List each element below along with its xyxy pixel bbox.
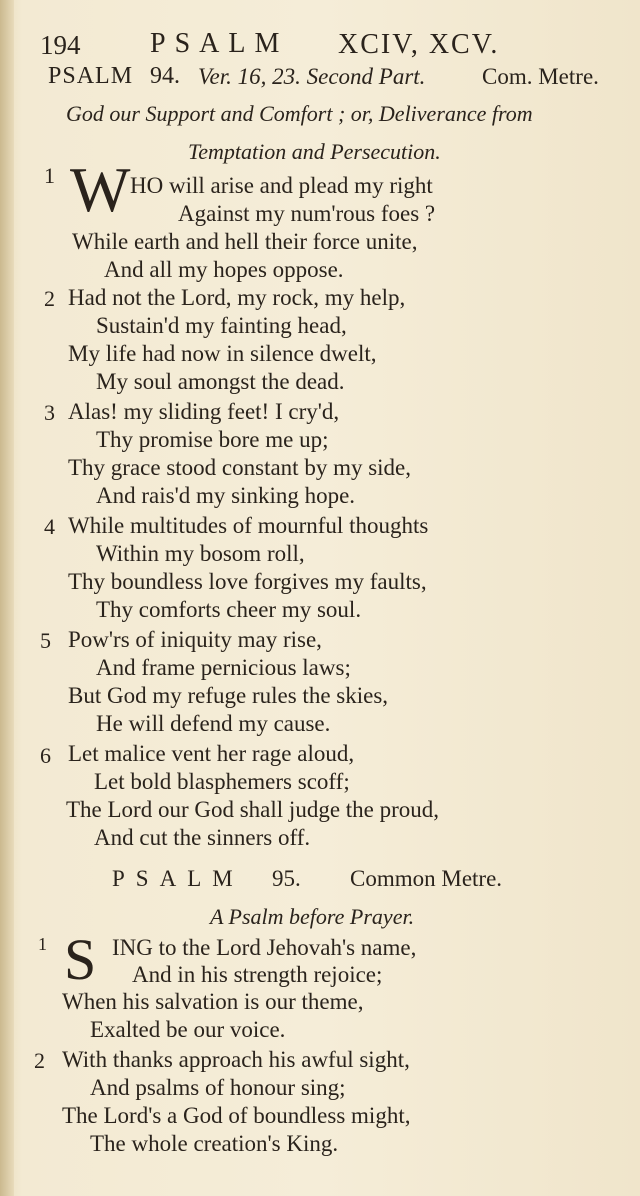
page-number: 194 [40, 30, 81, 60]
verse-line: HO will arise and plead my right [130, 173, 433, 198]
verse-line: And rais'd my sinking hope. [96, 483, 356, 508]
verse-line: Thy comforts cheer my soul. [96, 597, 362, 622]
running-psalm-numbers: XCIV, XCV. [338, 29, 500, 60]
stanza-number: 3 [44, 400, 55, 425]
verse-line: And frame pernicious laws; [96, 655, 351, 680]
verse-line: And all my hopes oppose. [104, 257, 344, 282]
stanza-number: 4 [44, 514, 55, 539]
psalm95-heading-metre: Common Metre. [350, 866, 503, 891]
verse-line: Against my num'rous foes ? [178, 201, 436, 226]
psalm94-heading-psalm: PSALM [48, 63, 134, 89]
drop-cap: W [70, 154, 131, 225]
psalm95-heading-psalm: PSALM [112, 866, 244, 891]
psalm94-heading-verses: Ver. 16, 23. Second Part. [198, 64, 426, 89]
verse-line: Thy grace stood constant by my side, [68, 455, 412, 480]
stanza-number: 2 [44, 286, 55, 311]
verse-line: Alas! my sliding feet! I cry'd, [68, 399, 340, 424]
page-gutter [0, 0, 14, 1196]
psalm94-subtitle-line1: God our Support and Comfort ; or, Deliverance from [66, 101, 533, 126]
verse-line: And psalms of honour sing; [90, 1075, 346, 1100]
verse-line: The whole creation's King. [90, 1131, 339, 1156]
verse-line: Sustain'd my fainting head, [96, 313, 347, 338]
verse-line: The Lord's a God of boundless might, [62, 1103, 411, 1128]
verse-line: And in his strength rejoice; [132, 962, 383, 987]
verse-line: My soul amongst the dead. [96, 369, 345, 394]
stanza-number: 1 [38, 934, 47, 954]
verse-line: Thy boundless love forgives my faults, [68, 569, 427, 594]
verse-line: But God my refuge rules the skies, [68, 683, 389, 708]
psalm95-subtitle: A Psalm before Prayer. [210, 904, 415, 929]
verse-line: With thanks approach his awful sight, [62, 1047, 410, 1072]
stanza-number: 6 [40, 743, 51, 768]
verse-line: Exalted be our voice. [90, 1017, 286, 1042]
verse-line: Had not the Lord, my rock, my help, [68, 285, 406, 310]
running-title: PSALM [150, 28, 289, 59]
verse-line: He will defend my cause. [96, 711, 331, 736]
verse-line: My life had now in silence dwelt, [68, 341, 377, 366]
verse-line: When his salvation is our theme, [62, 989, 364, 1014]
psalm94-heading-number: 94. [150, 63, 180, 89]
verse-line: Within my bosom roll, [96, 541, 305, 566]
verse-line: Thy promise bore me up; [96, 427, 329, 452]
verse-line: The Lord our God shall judge the proud, [66, 797, 440, 822]
psalm94-heading-metre: Com. Metre. [482, 64, 599, 89]
verse-line: Let bold blasphemers scoff; [94, 769, 350, 794]
verse-line: While multitudes of mournful thoughts [68, 513, 429, 538]
verse-line: While earth and hell their force unite, [72, 229, 418, 254]
stanza-number: 5 [40, 628, 51, 653]
stanza-number: 2 [34, 1048, 45, 1073]
psalm95-heading-number: 95. [272, 866, 301, 891]
drop-cap: S [64, 927, 97, 992]
stanza-number: 1 [44, 163, 55, 188]
verse-line: And cut the sinners off. [94, 825, 311, 850]
verse-line: Let malice vent her rage aloud, [68, 741, 355, 766]
verse-line: ING to the Lord Jehovah's name, [112, 935, 417, 960]
verse-line: Pow'rs of iniquity may rise, [68, 627, 322, 652]
psalm94-subtitle-line2: Temptation and Persecution. [188, 139, 441, 164]
